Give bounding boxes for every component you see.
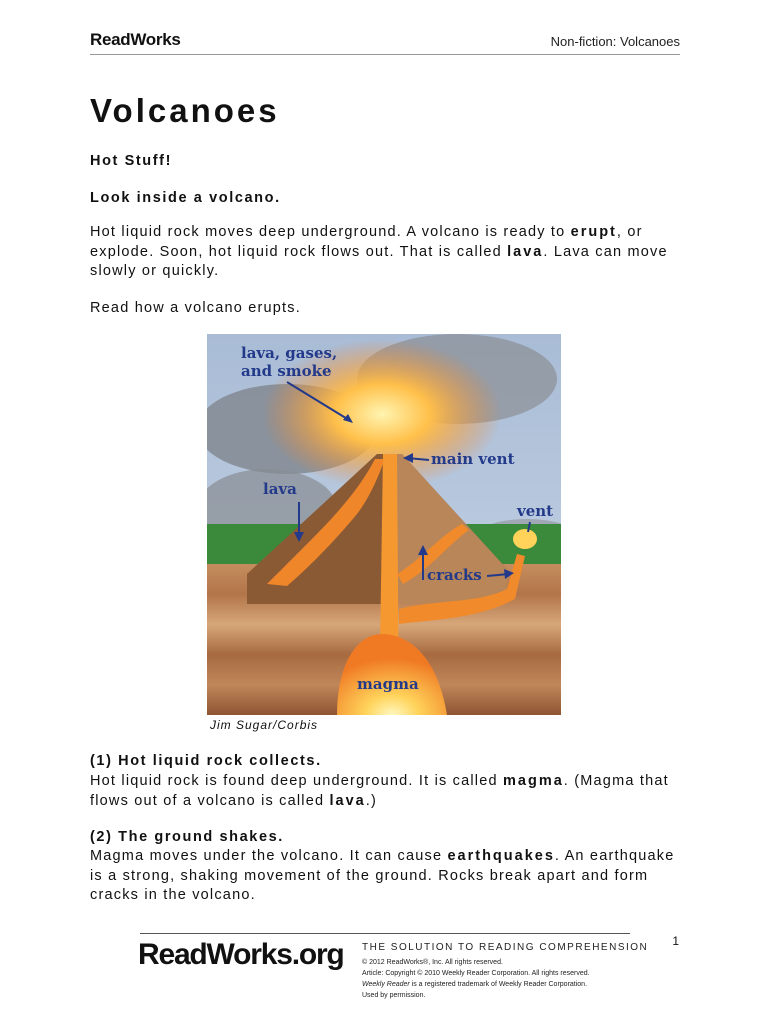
text: .) [365,792,377,809]
vent-glow [513,529,537,549]
step-1-heading: (1) Hot liquid rock collects. [90,753,322,769]
term-erupt: erupt [570,224,617,240]
label-vent: vent [517,502,554,520]
text: . An earthquake is a strong, shaking movement of the ground. Rocks break apart and form cracks in the volcano. [90,848,675,903]
text: , or explode. Soon, hot liquid rock flows out. That is called [90,224,643,260]
step-2-heading: (2) The ground shakes. [90,829,284,845]
term-lava: lava [329,792,366,809]
text: Hot liquid rock is found deep underground. It is called [90,773,503,789]
header-rule [90,54,680,55]
footer-trademark [362,979,587,990]
volcano-diagram [207,334,561,715]
term-magma: magma [503,773,564,789]
lead-heading: Look inside a volcano. [90,190,281,206]
footer-permission: Used by permission. [362,992,426,999]
text: Magma moves under the volcano. It can cause [90,848,448,864]
page-title: Volcanoes [90,92,280,129]
trademark-name: Weekly Reader [362,981,410,988]
header-logo: ReadWorks [90,30,181,49]
label-lava: lava [263,480,297,498]
term-lava: lava [507,243,544,260]
intro-paragraph [90,223,690,282]
read-prompt: Read how a volcano erupts. [90,300,301,316]
footer-article: Article: Copyright © 2010 Weekly Reader Corporation. All rights reserved. [362,970,590,977]
page-number: 1 [672,934,679,948]
label-cracks: cracks [427,566,482,584]
photo-credit: Jim Sugar/Corbis [210,718,319,732]
label-magma: magma [357,675,419,693]
term-earthquakes: earthquakes [447,848,555,864]
subtitle: Hot Stuff! [90,153,173,169]
footer-copyright: © 2012 ReadWorks®, Inc. All rights reserved. [362,959,503,966]
header-section: Non-fiction: Volcanoes [550,34,680,49]
label-lava-gases-line2: and smoke [241,362,332,380]
label-lava-gases-line1: lava, gases, [241,344,338,362]
step-1-paragraph [90,772,690,811]
footer-rule [140,933,630,934]
footer-logo: ReadWorks.org [138,938,344,971]
text: . (Magma that flows out of a volcano is called [90,773,669,809]
text: . Lava can move slowly or quickly. [90,243,668,279]
step-2-paragraph [90,847,690,906]
label-main-vent: main vent [431,450,515,468]
footer-tagline: THE SOLUTION TO READING COMPREHENSION [362,942,649,953]
text: Hot liquid rock moves deep underground. A volcano is ready to [90,224,571,240]
text: is a registered trademark of Weekly Reader Corporation. [409,981,588,988]
